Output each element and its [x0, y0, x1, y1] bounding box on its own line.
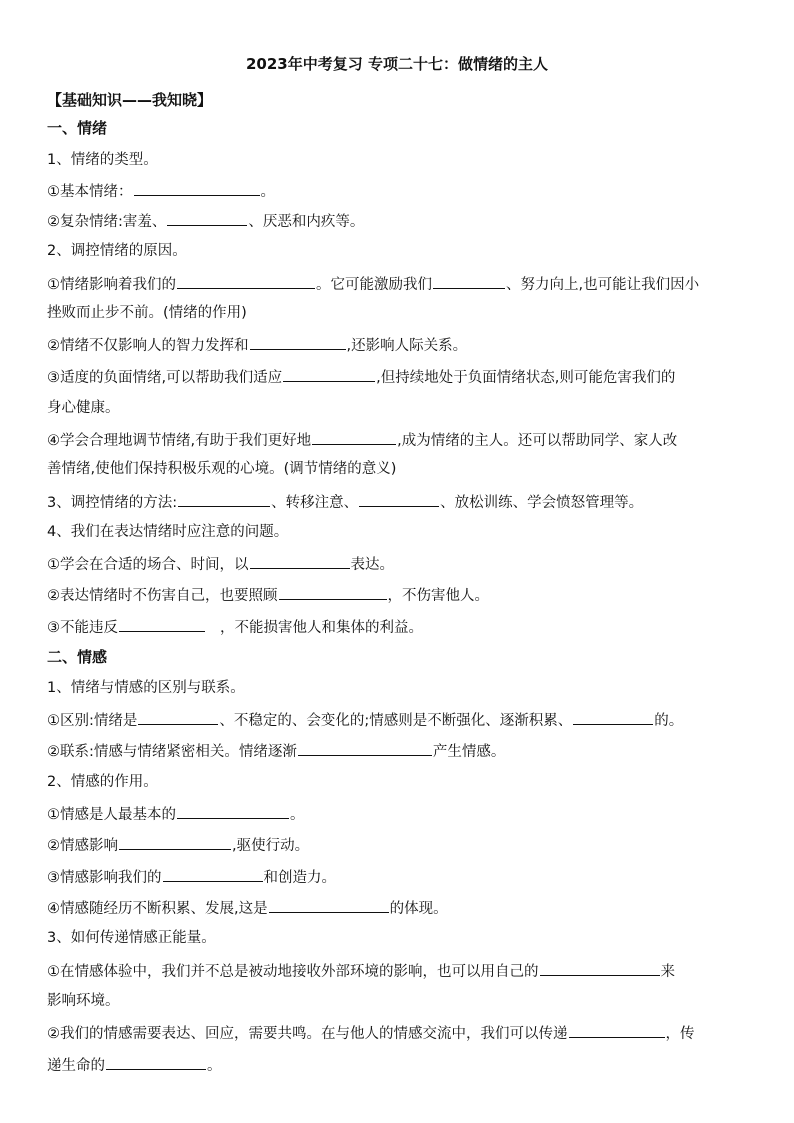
document-title: 2023年中考复习 专项二十七：做情绪的主人	[246, 55, 548, 73]
heading-emotion: 一、情绪	[47, 119, 108, 137]
question-item: ①基本情绪： 。	[47, 180, 747, 202]
answer-blank[interactable]	[177, 273, 315, 289]
question-text: 1、情绪与情感的区别与联系。	[47, 680, 245, 696]
question-text: 4、我们在表达情绪时应注意的问题。	[47, 524, 289, 540]
answer-blank[interactable]	[573, 709, 653, 725]
question-item: ①区别:情绪是 、不稳定的、会变化的;情感则是不断强化、逐渐积累、 的。	[47, 709, 747, 731]
answer-blank[interactable]	[178, 491, 270, 507]
answer-blank[interactable]	[134, 180, 260, 196]
heading-feeling: 二、情感	[47, 648, 108, 666]
answer-blank[interactable]	[138, 709, 218, 725]
section-header: 【基础知识——我知晓】	[47, 91, 213, 109]
answer-blank[interactable]	[312, 429, 396, 445]
question-item: ①情绪影响着我们的 。它可能激励我们 、努力向上,也可能让我们因小	[47, 273, 747, 295]
answer-blank[interactable]	[269, 897, 389, 913]
question-item: ①在情感体验中，我们并不总是被动地接收外部环境的影响，也可以用自己的 来	[47, 960, 747, 982]
question-item-continued: 身心健康。	[47, 400, 120, 416]
question-item: ②情感影响 ,驱使行动。	[47, 834, 747, 856]
answer-blank[interactable]	[163, 866, 263, 882]
answer-blank[interactable]	[167, 210, 247, 226]
answer-blank[interactable]	[250, 553, 350, 569]
answer-blank[interactable]	[177, 803, 289, 819]
question-item: ②联系:情感与情绪紧密相关。情绪逐渐 产生情感。	[47, 740, 747, 762]
answer-blank[interactable]	[279, 584, 387, 600]
answer-blank[interactable]	[119, 834, 231, 850]
question-item: ②情绪不仅影响人的智力发挥和 ,还影响人际关系。	[47, 334, 747, 356]
question-item: ②复杂情绪:害羞、 、厌恶和内疚等。	[47, 210, 747, 232]
question-text: 1、情绪的类型。	[47, 152, 158, 168]
answer-blank[interactable]	[250, 334, 346, 350]
question-item: ②我们的情感需要表达、回应，需要共鸣。在与他人的情感交流中，我们可以传递 ，传	[47, 1022, 747, 1044]
question-item: ①情感是人最基本的 。	[47, 803, 747, 825]
question-item: 3、调控情绪的方法: 、转移注意、 、放松训练、学会愤怒管理等。	[47, 491, 747, 513]
question-text: 3、如何传递情感正能量。	[47, 930, 216, 946]
question-item: ③适度的负面情绪,可以帮助我们适应 ,但持续地处于负面情绪状态,则可能危害我们的	[47, 366, 747, 388]
question-item: ①学会在合适的场合、时间，以 表达。	[47, 553, 747, 575]
question-text: 2、情感的作用。	[47, 774, 158, 790]
question-text: 2、调控情绪的原因。	[47, 243, 187, 259]
answer-blank[interactable]	[540, 960, 660, 976]
question-item-continued: 影响环境。	[47, 993, 120, 1009]
question-item-continued: 递生命的 。	[47, 1054, 747, 1076]
question-item-continued: 挫败而止步不前。(情绪的作用)	[47, 305, 247, 321]
answer-blank[interactable]	[433, 273, 505, 289]
question-item: ③不能违反 ，不能损害他人和集体的利益。	[47, 616, 747, 638]
answer-blank[interactable]	[106, 1054, 206, 1070]
question-item: ③情感影响我们的 和创造力。	[47, 866, 747, 888]
answer-blank[interactable]	[569, 1022, 665, 1038]
question-item: ④学会合理地调节情绪,有助于我们更好地 ,成为情绪的主人。还可以帮助同学、家人改	[47, 429, 747, 451]
answer-blank[interactable]	[298, 740, 432, 756]
answer-blank[interactable]	[283, 366, 375, 382]
question-item: ④情感随经历不断积累、发展,这是 的体现。	[47, 897, 747, 919]
answer-blank[interactable]	[119, 616, 205, 632]
question-item-continued: 善情绪,使他们保持积极乐观的心境。(调节情绪的意义)	[47, 461, 397, 477]
question-item: ②表达情绪时不伤害自己，也要照顾 ，不伤害他人。	[47, 584, 747, 606]
answer-blank[interactable]	[359, 491, 439, 507]
